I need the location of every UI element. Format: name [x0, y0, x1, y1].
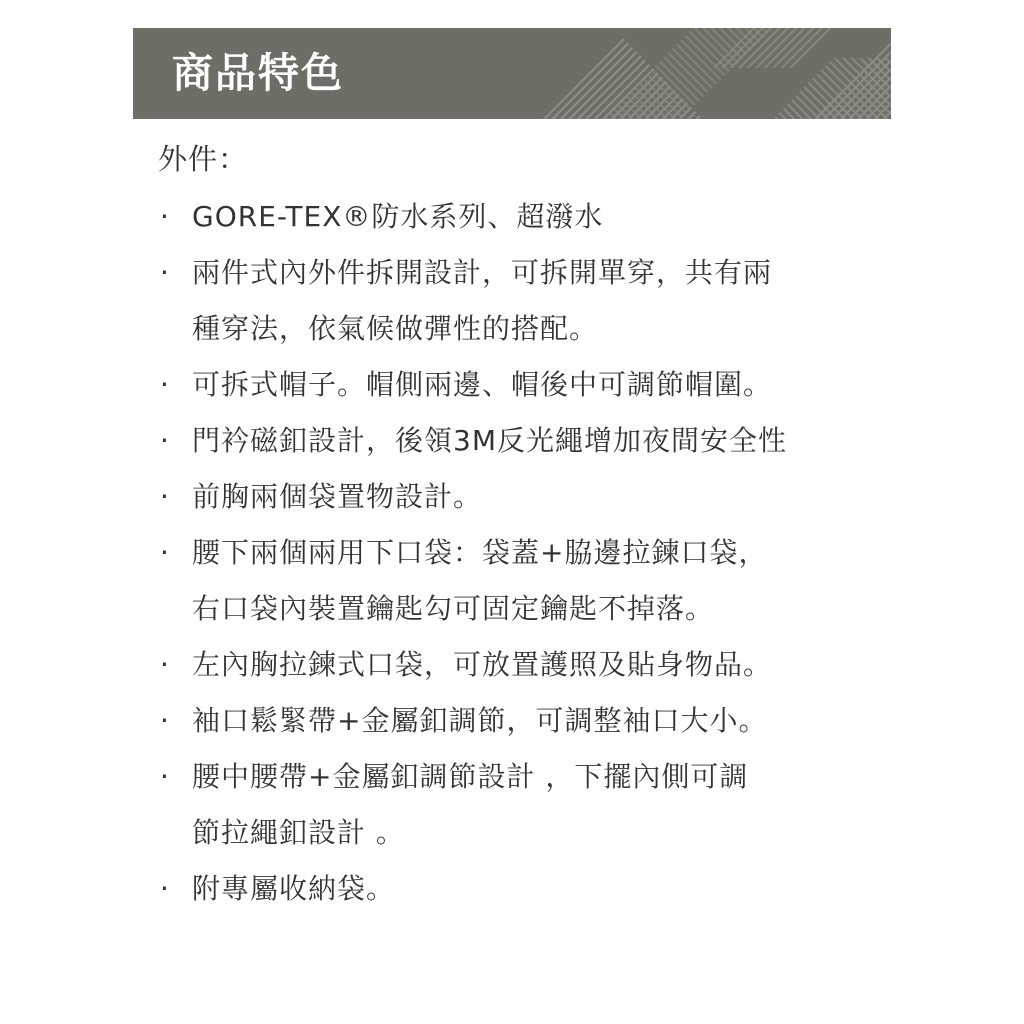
bullet: ·	[160, 424, 169, 457]
feature-text: 前胸兩個袋置物設計。	[192, 480, 483, 513]
bullet: ·	[160, 760, 169, 793]
header-banner	[133, 28, 891, 119]
feature-text: 附專屬收納袋。	[192, 872, 396, 905]
bullet: ·	[160, 200, 169, 233]
feature-text: 左內胸拉鍊式口袋，可放置護照及貼身物品。	[192, 648, 773, 681]
feature-text: 兩件式內外件拆開設計，可拆開單穿，共有兩	[192, 256, 773, 289]
bullet: ·	[160, 368, 169, 401]
feature-text: GORE-TEX®防水系列、超潑水	[192, 200, 604, 233]
feature-text-continuation: 右口袋內裝置鑰匙勾可固定鑰匙不掉落。	[192, 592, 715, 625]
section-heading-outer-layer: 外件：	[158, 142, 249, 176]
feature-text: 門衿磁釦設計，後領3M反光繩增加夜間安全性	[192, 424, 787, 457]
bullet: ·	[160, 704, 169, 737]
bullet: ·	[160, 648, 169, 681]
feature-text-continuation: 節拉繩釦設計 。	[192, 816, 405, 849]
bullet: ·	[160, 536, 169, 569]
feature-text: 可拆式帽子。帽側兩邊、帽後中可調節帽圍。	[192, 368, 773, 401]
bullet: ·	[160, 256, 169, 289]
page-title: 商品特色	[172, 49, 344, 97]
feature-text: 袖口鬆緊帶+金屬釦調節，可調整袖口大小。	[192, 704, 768, 737]
bullet: ·	[160, 480, 169, 513]
feature-text-continuation: 種穿法，依氣候做彈性的搭配。	[192, 312, 599, 345]
feature-text: 腰中腰帶+金屬釦調節設計 ，下擺內側可調	[192, 760, 749, 793]
feature-text: 腰下兩個兩用下口袋：袋蓋+脇邊拉鍊口袋，	[192, 536, 768, 569]
bullet: ·	[160, 872, 169, 905]
